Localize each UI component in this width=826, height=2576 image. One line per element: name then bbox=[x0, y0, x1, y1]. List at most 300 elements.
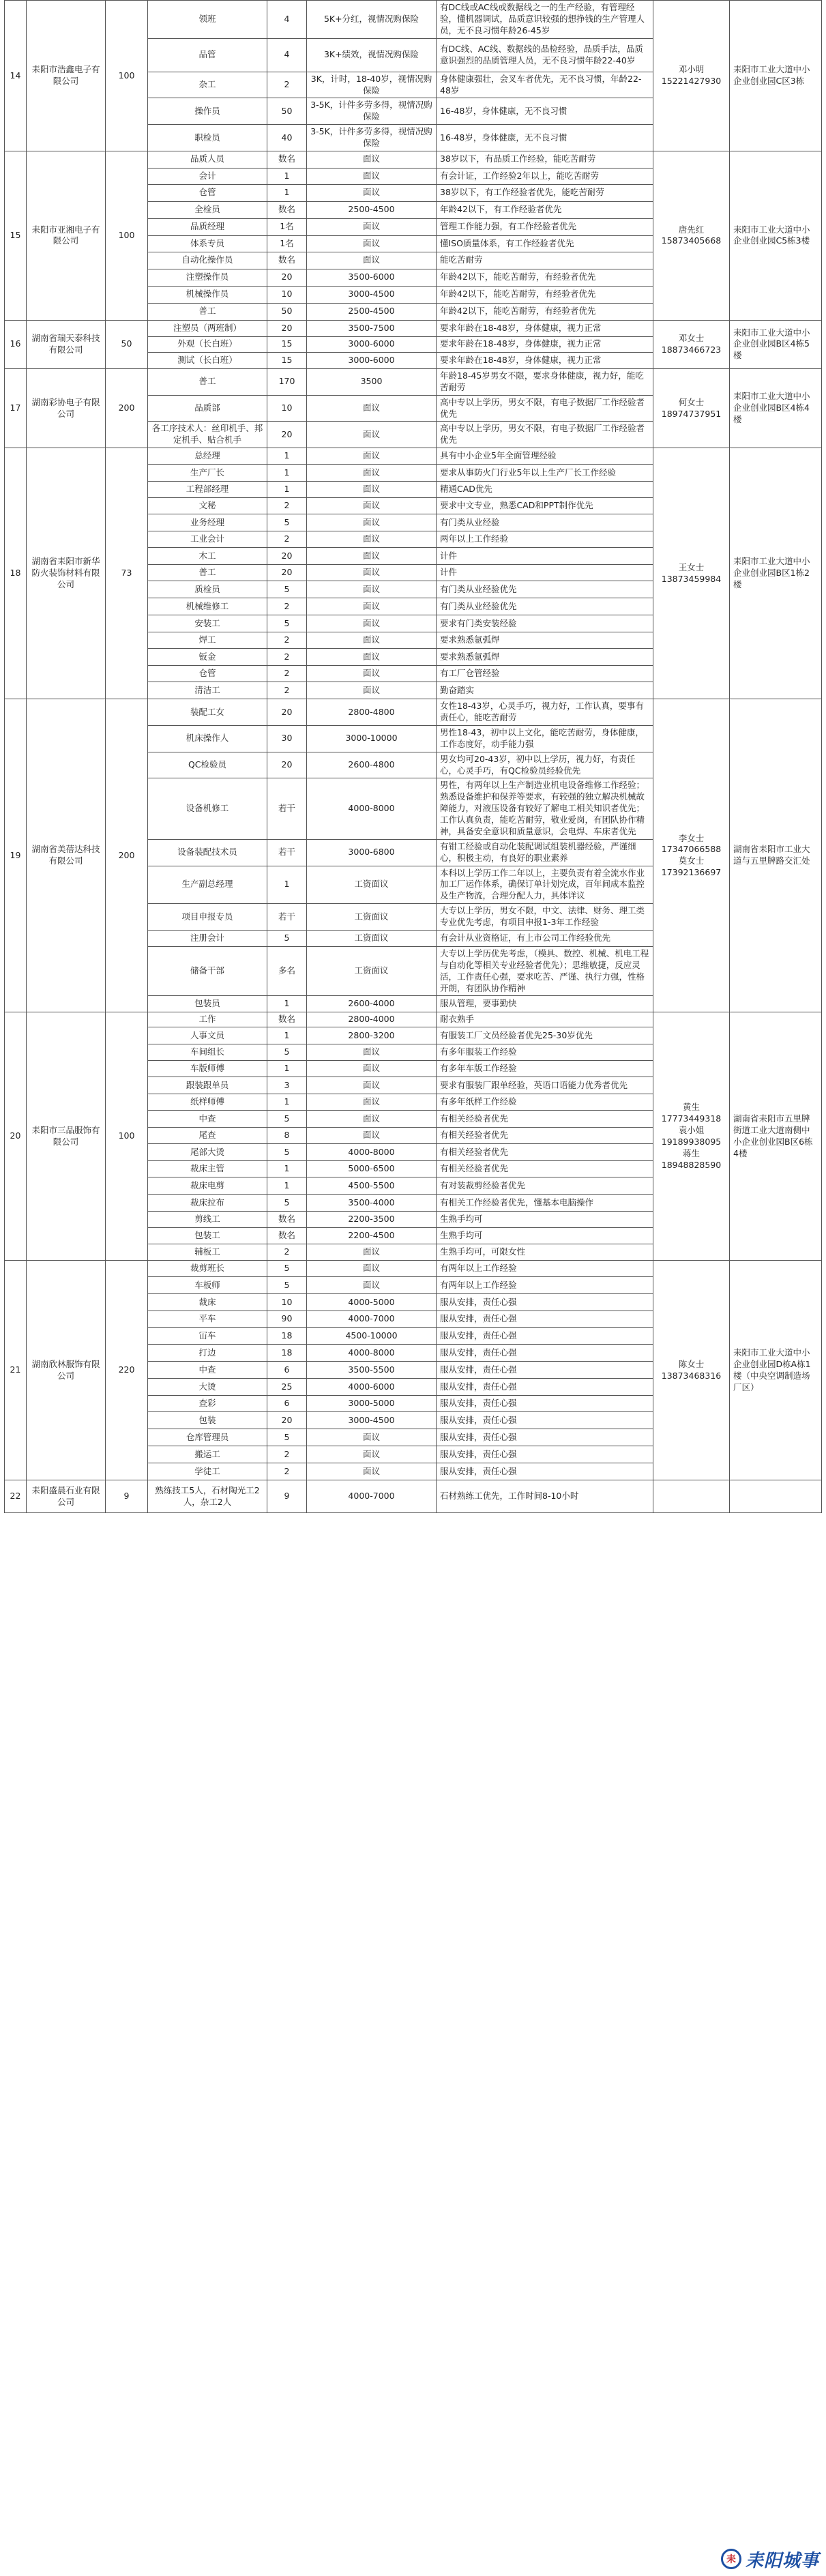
job-salary: 面议 bbox=[307, 581, 437, 598]
job-requirements: 有相关经验者优先 bbox=[437, 1161, 653, 1177]
job-requirements: 年龄42以下，能吃苦耐劳，有经验者优先 bbox=[437, 303, 653, 320]
job-requirements: 有会计证，工作经验2年以上，能吃苦耐劳 bbox=[437, 168, 653, 184]
job-requirements: 耐衣熟手 bbox=[437, 1012, 653, 1027]
job-headcount: 1名 bbox=[267, 235, 307, 252]
job-headcount: 5 bbox=[267, 1261, 307, 1277]
job-headcount: 4 bbox=[267, 38, 307, 72]
job-position: 机械操作员 bbox=[148, 286, 267, 303]
job-salary: 4000-8000 bbox=[307, 778, 437, 839]
job-requirements: 38岁以下，有品质工作经验，能吃苦耐劳 bbox=[437, 151, 653, 168]
job-position: 总经理 bbox=[148, 448, 267, 465]
company-name: 湖南省美蓓达科技有限公司 bbox=[27, 699, 106, 1012]
job-salary: 工资面议 bbox=[307, 930, 437, 946]
job-headcount: 2 bbox=[267, 682, 307, 699]
company-total-hires: 9 bbox=[106, 1480, 148, 1513]
job-salary: 面议 bbox=[307, 1044, 437, 1061]
job-position: 机械维修工 bbox=[148, 598, 267, 615]
job-requirements: 服从安排，责任心强 bbox=[437, 1396, 653, 1412]
company-total-hires: 100 bbox=[106, 1012, 148, 1261]
job-salary: 3000-4500 bbox=[307, 286, 437, 303]
job-headcount: 20 bbox=[267, 699, 307, 726]
job-headcount: 2 bbox=[267, 498, 307, 514]
job-salary: 3K，计时，18-40岁，视情况购保险 bbox=[307, 72, 437, 98]
job-salary: 3000-6000 bbox=[307, 336, 437, 352]
job-position: 普工 bbox=[148, 368, 267, 395]
job-requirements: 计件 bbox=[437, 565, 653, 581]
job-headcount: 6 bbox=[267, 1396, 307, 1412]
job-position: 品质部 bbox=[148, 395, 267, 422]
job-salary: 面议 bbox=[307, 1429, 437, 1446]
job-salary: 面议 bbox=[307, 151, 437, 168]
job-salary: 面议 bbox=[307, 1244, 437, 1261]
job-salary: 面议 bbox=[307, 531, 437, 548]
job-headcount: 20 bbox=[267, 565, 307, 581]
job-requirements: 生熟手均可，可限女性 bbox=[437, 1244, 653, 1261]
job-salary: 3000-4500 bbox=[307, 1412, 437, 1429]
job-salary: 面议 bbox=[307, 548, 437, 565]
job-headcount: 2 bbox=[267, 649, 307, 666]
job-position: 熟练技工5人，石材陶光工2人，杂工2人 bbox=[148, 1480, 267, 1513]
job-headcount: 1 bbox=[267, 1161, 307, 1177]
job-salary: 面议 bbox=[307, 498, 437, 514]
job-headcount: 若干 bbox=[267, 904, 307, 931]
job-headcount: 1 bbox=[267, 1094, 307, 1111]
job-headcount: 170 bbox=[267, 368, 307, 395]
job-position: 操作员 bbox=[148, 98, 267, 125]
company-contact: 唐先红 15873405668 bbox=[653, 151, 730, 320]
company-total-hires: 220 bbox=[106, 1261, 148, 1480]
job-headcount: 20 bbox=[267, 320, 307, 336]
job-requirements: 有会计从业资格证，有上市公司工作经验优先 bbox=[437, 930, 653, 946]
job-position: 剪线工 bbox=[148, 1212, 267, 1228]
job-headcount: 数名 bbox=[267, 151, 307, 168]
company-address: 耒阳市工业大道中小企业创业园C区3栋 bbox=[730, 1, 822, 151]
job-position: 平车 bbox=[148, 1311, 267, 1328]
job-requirements: 高中专以上学历，男女不限，有电子数据厂工作经验者优先 bbox=[437, 395, 653, 422]
job-requirements: 有门类从业经验 bbox=[437, 514, 653, 531]
job-requirements: 年龄42以下，能吃苦耐劳，有经验者优先 bbox=[437, 269, 653, 286]
job-position: 注册会计 bbox=[148, 930, 267, 946]
job-headcount: 25 bbox=[267, 1379, 307, 1396]
job-requirements: 男女均可20-43岁，初中以上学历，视力好，有责任心，心灵手巧，有QC检验员经验优先 bbox=[437, 752, 653, 778]
job-headcount: 20 bbox=[267, 548, 307, 565]
job-salary: 面议 bbox=[307, 649, 437, 666]
job-requirements: 有相关工作经验者优先，懂基本电脑操作 bbox=[437, 1195, 653, 1212]
job-requirements: 有两年以上工作经验 bbox=[437, 1261, 653, 1277]
job-headcount: 2 bbox=[267, 72, 307, 98]
job-requirements: 有DC线或AC线或数据线之一的生产经验，有管理经验，懂机器调试，品质意识较强的想挣钱的生产管理人员，无不良习惯年龄26-45岁 bbox=[437, 1, 653, 39]
company-address: 耒阳市工业大道中小企业创业园C5栋3楼 bbox=[730, 151, 822, 320]
job-position: 搬运工 bbox=[148, 1446, 267, 1463]
table-row bbox=[5, 1, 822, 39]
job-position: 辅板工 bbox=[148, 1244, 267, 1261]
job-position: 安装工 bbox=[148, 615, 267, 632]
company-total-hires: 100 bbox=[106, 151, 148, 320]
job-salary: 面议 bbox=[307, 1261, 437, 1277]
job-salary: 工资面议 bbox=[307, 904, 437, 931]
job-headcount: 30 bbox=[267, 725, 307, 752]
job-position: 裁床主管 bbox=[148, 1161, 267, 1177]
job-position: 普工 bbox=[148, 565, 267, 581]
job-headcount: 1名 bbox=[267, 218, 307, 235]
job-headcount: 5 bbox=[267, 930, 307, 946]
job-salary: 面议 bbox=[307, 465, 437, 482]
job-salary: 4500-5500 bbox=[307, 1177, 437, 1195]
job-requirements: 要求有门类安装经验 bbox=[437, 615, 653, 632]
company-number: 21 bbox=[5, 1261, 27, 1480]
job-position: 领班 bbox=[148, 1, 267, 39]
company-contact: 黄生 17773449318 袁小姐 19189938095 蒋生 18948828590 bbox=[653, 1012, 730, 1261]
job-headcount: 18 bbox=[267, 1328, 307, 1345]
job-salary: 3500-4000 bbox=[307, 1195, 437, 1212]
job-headcount: 5 bbox=[267, 1144, 307, 1161]
job-requirements: 服从管理，要事勤快 bbox=[437, 996, 653, 1012]
job-headcount: 15 bbox=[267, 336, 307, 352]
company-name: 耒阳市亚湘电子有限公司 bbox=[27, 151, 106, 320]
job-headcount: 8 bbox=[267, 1128, 307, 1144]
company-total-hires: 73 bbox=[106, 448, 148, 699]
job-position: 中查 bbox=[148, 1362, 267, 1379]
job-position: QC检验员 bbox=[148, 752, 267, 778]
job-headcount: 数名 bbox=[267, 1212, 307, 1228]
job-requirements: 女性18-43岁，心灵手巧，视力好，工作认真，要事有责任心，能吃苦耐劳 bbox=[437, 699, 653, 726]
job-position: 工程部经理 bbox=[148, 482, 267, 498]
job-salary: 2800-3200 bbox=[307, 1027, 437, 1044]
job-headcount: 40 bbox=[267, 125, 307, 151]
job-requirements: 要求年龄在18-48岁，身体健康，视力正常 bbox=[437, 336, 653, 352]
job-position: 储备干部 bbox=[148, 946, 267, 996]
job-requirements: 要求熟悉氩弧焊 bbox=[437, 632, 653, 649]
job-headcount: 10 bbox=[267, 1294, 307, 1311]
job-requirements: 有相关经验者优先 bbox=[437, 1128, 653, 1144]
job-headcount: 20 bbox=[267, 269, 307, 286]
job-salary: 5000-6500 bbox=[307, 1161, 437, 1177]
job-salary: 面议 bbox=[307, 1077, 437, 1094]
job-requirements: 有多年车版工作经验 bbox=[437, 1061, 653, 1077]
job-requirements: 有多年纸样工作经验 bbox=[437, 1094, 653, 1111]
job-position: 各工序技术人：丝印机手、邦定机手、贴合机手 bbox=[148, 422, 267, 448]
job-requirements: 服从安排，责任心强 bbox=[437, 1412, 653, 1429]
job-headcount: 1 bbox=[267, 1177, 307, 1195]
company-contact: 王女士 13873459984 bbox=[653, 448, 730, 699]
job-headcount: 5 bbox=[267, 1277, 307, 1294]
job-position: 测试（长白班） bbox=[148, 352, 267, 368]
job-salary: 3-5K，计件多劳多得，视情况购保险 bbox=[307, 98, 437, 125]
job-requirements: 年龄18-45岁男女不限，要求身体健康，视力好，能吃苦耐劳 bbox=[437, 368, 653, 395]
job-position: 包装 bbox=[148, 1412, 267, 1429]
company-number: 17 bbox=[5, 368, 27, 448]
company-address: 湖南省耒阳市五里牌街道工业大道南侧中小企业创业园B区6栋4楼 bbox=[730, 1012, 822, 1261]
job-headcount: 5 bbox=[267, 1429, 307, 1446]
company-name: 耒阳市三品服饰有限公司 bbox=[27, 1012, 106, 1261]
table-row bbox=[5, 1480, 822, 1513]
job-headcount: 5 bbox=[267, 1195, 307, 1212]
job-position: 职检员 bbox=[148, 125, 267, 151]
job-requirements: 有门类从业经验优先 bbox=[437, 598, 653, 615]
job-requirements: 能吃苦耐劳 bbox=[437, 252, 653, 269]
job-position: 尾部大烫 bbox=[148, 1144, 267, 1161]
job-position: 项目申报专员 bbox=[148, 904, 267, 931]
job-requirements: 服从安排，责任心强 bbox=[437, 1345, 653, 1362]
company-total-hires: 200 bbox=[106, 699, 148, 1012]
job-salary: 4500-10000 bbox=[307, 1328, 437, 1345]
company-number: 15 bbox=[5, 151, 27, 320]
job-requirements: 要求年龄在18-48岁，身体健康，视力正常 bbox=[437, 352, 653, 368]
job-salary: 面议 bbox=[307, 422, 437, 448]
job-requirements: 年龄42以下，能吃苦耐劳，有经验者优先 bbox=[437, 286, 653, 303]
job-headcount: 5 bbox=[267, 514, 307, 531]
job-salary: 面议 bbox=[307, 666, 437, 682]
job-salary: 面议 bbox=[307, 1446, 437, 1463]
job-headcount: 2 bbox=[267, 531, 307, 548]
job-position: 包装工 bbox=[148, 1228, 267, 1244]
job-headcount: 50 bbox=[267, 303, 307, 320]
company-contact: 何女士 18974737951 bbox=[653, 368, 730, 448]
job-requirements: 具有中小企业5年全面管理经验 bbox=[437, 448, 653, 465]
job-requirements: 有钳工经验或自动化装配调试组装机器经验，严谨细心，积极主动，有良好的职业素养 bbox=[437, 839, 653, 866]
job-salary: 面议 bbox=[307, 598, 437, 615]
job-headcount: 4 bbox=[267, 1, 307, 39]
job-position: 纸样师傅 bbox=[148, 1094, 267, 1111]
job-position: 人事文员 bbox=[148, 1027, 267, 1044]
job-headcount: 1 bbox=[267, 866, 307, 904]
job-salary: 面议 bbox=[307, 184, 437, 201]
job-salary: 4000-7000 bbox=[307, 1480, 437, 1513]
job-requirements: 要求中文专业，熟悉CAD和PPT制作优先 bbox=[437, 498, 653, 514]
job-headcount: 1 bbox=[267, 184, 307, 201]
job-salary: 4000-5000 bbox=[307, 1294, 437, 1311]
company-contact: 李女士 17347066588 莫女士 17392136697 bbox=[653, 699, 730, 1012]
job-salary: 面议 bbox=[307, 218, 437, 235]
company-total-hires: 100 bbox=[106, 1, 148, 151]
job-position: 裁床拉布 bbox=[148, 1195, 267, 1212]
job-salary: 面议 bbox=[307, 1061, 437, 1077]
job-requirements: 服从安排，责任心强 bbox=[437, 1311, 653, 1328]
job-position: 全检员 bbox=[148, 201, 267, 218]
job-requirements: 石材熟练工优先，工作时间8-10小时 bbox=[437, 1480, 653, 1513]
company-address: 耒阳市工业大道中小企业创业园B区4栋5楼 bbox=[730, 320, 822, 368]
company-number: 20 bbox=[5, 1012, 27, 1261]
job-requirements: 勤奋踏实 bbox=[437, 682, 653, 699]
company-name: 湖南省耒阳市新华防火装饰材料有限公司 bbox=[27, 448, 106, 699]
job-requirements: 有工厂仓管经验 bbox=[437, 666, 653, 682]
job-headcount: 90 bbox=[267, 1311, 307, 1328]
table-row bbox=[5, 151, 822, 168]
job-requirements: 有多年服装工作经验 bbox=[437, 1044, 653, 1061]
table-row bbox=[5, 699, 822, 726]
job-salary: 4000-6000 bbox=[307, 1379, 437, 1396]
job-salary: 3500 bbox=[307, 368, 437, 395]
job-salary: 3500-7500 bbox=[307, 320, 437, 336]
job-position: 冚车 bbox=[148, 1328, 267, 1345]
job-salary: 2600-4800 bbox=[307, 752, 437, 778]
job-headcount: 20 bbox=[267, 422, 307, 448]
job-position: 木工 bbox=[148, 548, 267, 565]
job-salary: 面议 bbox=[307, 682, 437, 699]
watermark bbox=[721, 2546, 819, 2572]
job-position: 文秘 bbox=[148, 498, 267, 514]
job-requirements: 高中专以上学历，男女不限，有电子数据厂工作经验者优先 bbox=[437, 422, 653, 448]
company-address: 湖南省耒阳市工业大道与五里牌路交汇处 bbox=[730, 699, 822, 1012]
company-number: 16 bbox=[5, 320, 27, 368]
company-total-hires: 50 bbox=[106, 320, 148, 368]
job-requirements: 要求从事防火门行业5年以上生产厂长工作经验 bbox=[437, 465, 653, 482]
job-headcount: 2 bbox=[267, 666, 307, 682]
job-headcount: 10 bbox=[267, 395, 307, 422]
job-requirements: 服从安排，责任心强 bbox=[437, 1379, 653, 1396]
job-position: 钣金 bbox=[148, 649, 267, 666]
company-name: 耒阳盛晨石业有限公司 bbox=[27, 1480, 106, 1513]
job-position: 仓管 bbox=[148, 666, 267, 682]
job-position: 清洁工 bbox=[148, 682, 267, 699]
job-headcount: 2 bbox=[267, 632, 307, 649]
company-contact bbox=[653, 1480, 730, 1513]
job-position: 车板师 bbox=[148, 1277, 267, 1294]
job-requirements: 服从安排，责任心强 bbox=[437, 1294, 653, 1311]
company-number: 18 bbox=[5, 448, 27, 699]
job-position: 注塑操作员 bbox=[148, 269, 267, 286]
job-headcount: 多名 bbox=[267, 946, 307, 996]
job-salary: 面议 bbox=[307, 514, 437, 531]
table-row bbox=[5, 320, 822, 336]
job-headcount: 2 bbox=[267, 1244, 307, 1261]
job-position: 品质人员 bbox=[148, 151, 267, 168]
job-salary: 面议 bbox=[307, 1463, 437, 1480]
job-headcount: 5 bbox=[267, 581, 307, 598]
job-headcount: 5 bbox=[267, 1044, 307, 1061]
job-headcount: 数名 bbox=[267, 201, 307, 218]
job-requirements: 16-48岁，身体健康，无不良习惯 bbox=[437, 125, 653, 151]
job-requirements: 要求熟悉氩弧焊 bbox=[437, 649, 653, 666]
job-position: 外观（长白班） bbox=[148, 336, 267, 352]
job-salary: 面议 bbox=[307, 632, 437, 649]
job-headcount: 18 bbox=[267, 1345, 307, 1362]
job-salary: 2600-4000 bbox=[307, 996, 437, 1012]
job-headcount: 20 bbox=[267, 752, 307, 778]
job-requirements: 有对装裁剪经验者优先 bbox=[437, 1177, 653, 1195]
job-headcount: 2 bbox=[267, 598, 307, 615]
company-name: 耒阳市浩鑫电子有限公司 bbox=[27, 1, 106, 151]
job-headcount: 1 bbox=[267, 168, 307, 184]
job-headcount: 若干 bbox=[267, 778, 307, 839]
job-headcount: 20 bbox=[267, 1412, 307, 1429]
job-position: 工业会计 bbox=[148, 531, 267, 548]
job-requirements: 服从安排，责任心强 bbox=[437, 1328, 653, 1345]
job-position: 焊工 bbox=[148, 632, 267, 649]
watermark-text: 耒阳城事 bbox=[745, 2550, 819, 2571]
job-requirements: 大专以上学历，男女不限，中文、法律、财务、理工类专业优先考虑，有项目申报1-3年工作经验 bbox=[437, 904, 653, 931]
job-headcount: 15 bbox=[267, 352, 307, 368]
job-position: 裁床电剪 bbox=[148, 1177, 267, 1195]
job-position: 体系专员 bbox=[148, 235, 267, 252]
job-salary: 2200-3500 bbox=[307, 1212, 437, 1228]
job-salary: 4000-7000 bbox=[307, 1311, 437, 1328]
job-requirements: 有两年以上工作经验 bbox=[437, 1277, 653, 1294]
job-headcount: 2 bbox=[267, 1446, 307, 1463]
job-position: 裁床 bbox=[148, 1294, 267, 1311]
job-headcount: 数名 bbox=[267, 252, 307, 269]
job-position: 学徒工 bbox=[148, 1463, 267, 1480]
job-headcount: 数名 bbox=[267, 1228, 307, 1244]
job-headcount: 1 bbox=[267, 1027, 307, 1044]
job-requirements: 要求有服装厂跟单经验，英语口语能力优秀者优先 bbox=[437, 1077, 653, 1094]
company-number: 19 bbox=[5, 699, 27, 1012]
company-number: 22 bbox=[5, 1480, 27, 1513]
job-requirements: 管理工作能力强，有工作经验者优先 bbox=[437, 218, 653, 235]
job-salary: 4000-8000 bbox=[307, 1144, 437, 1161]
job-salary: 工资面议 bbox=[307, 946, 437, 996]
job-headcount: 数名 bbox=[267, 1012, 307, 1027]
job-headcount: 10 bbox=[267, 286, 307, 303]
company-name: 湖南彩协电子有限公司 bbox=[27, 368, 106, 448]
company-address: 耒阳市工业大道中小企业创业园D栋A栋1楼（中央空调制造场厂区） bbox=[730, 1261, 822, 1480]
job-salary: 3000-6800 bbox=[307, 839, 437, 866]
company-number: 14 bbox=[5, 1, 27, 151]
job-position: 会计 bbox=[148, 168, 267, 184]
job-salary: 面议 bbox=[307, 565, 437, 581]
job-position: 普工 bbox=[148, 303, 267, 320]
job-position: 品管 bbox=[148, 38, 267, 72]
job-position: 质检员 bbox=[148, 581, 267, 598]
job-requirements: 精通CAD优先 bbox=[437, 482, 653, 498]
job-requirements: 两年以上工作经验 bbox=[437, 531, 653, 548]
job-requirements: 本科以上学历工作二年以上，主要负责有着全流水作业加工厂运作体系，确保订单计划完成，百年间成本监控及生产物流，合理分配人力，具体详议 bbox=[437, 866, 653, 904]
company-name: 湖南省瑞天泰科技有限公司 bbox=[27, 320, 106, 368]
job-position: 杂工 bbox=[148, 72, 267, 98]
job-requirements: 男性18-43，初中以上文化，能吃苦耐劳，身体健康，工作态度好，动手能力强 bbox=[437, 725, 653, 752]
job-salary: 面议 bbox=[307, 395, 437, 422]
job-salary: 3000-10000 bbox=[307, 725, 437, 752]
table-row bbox=[5, 448, 822, 465]
job-headcount: 5 bbox=[267, 1111, 307, 1128]
job-headcount: 1 bbox=[267, 482, 307, 498]
job-position: 查彩 bbox=[148, 1396, 267, 1412]
job-salary: 2200-4500 bbox=[307, 1228, 437, 1244]
job-position: 尾查 bbox=[148, 1128, 267, 1144]
job-requirements: 男性，有两年以上生产制造业机电设备维修工作经验；熟悉设备维护和保养等要求，有较强的独立解决机械故障能力，对液压设备有较好了解电工相关知识者优先；工作认真负责，能吃苦耐劳，敬业爱岗，有团队协作精神，具备安全意识和质量意识，会电焊、车床者优先 bbox=[437, 778, 653, 839]
company-address bbox=[730, 1480, 822, 1513]
job-position: 打边 bbox=[148, 1345, 267, 1362]
job-position: 业务经理 bbox=[148, 514, 267, 531]
company-address: 耒阳市工业大道中小企业创业园B区4栋4楼 bbox=[730, 368, 822, 448]
job-requirements: 生熟手均可 bbox=[437, 1212, 653, 1228]
job-requirements: 年龄42以下，有工作经验者优先 bbox=[437, 201, 653, 218]
job-salary: 3500-6000 bbox=[307, 269, 437, 286]
job-salary: 4000-8000 bbox=[307, 1345, 437, 1362]
job-salary: 面议 bbox=[307, 252, 437, 269]
job-requirements: 懂ISO质量体系，有工作经验者优先 bbox=[437, 235, 653, 252]
job-salary: 3000-6000 bbox=[307, 352, 437, 368]
job-requirements: 要求年龄在18-48岁，身体健康，视力正常 bbox=[437, 320, 653, 336]
job-requirements: 有DC线、AC线、数据线的品检经验，品质手法，品质意识强烈的品质管理人员，无不良习惯年龄22-40岁 bbox=[437, 38, 653, 72]
job-headcount: 1 bbox=[267, 465, 307, 482]
job-salary: 面议 bbox=[307, 482, 437, 498]
job-position: 装配工女 bbox=[148, 699, 267, 726]
job-requirements: 生熟手均可 bbox=[437, 1228, 653, 1244]
job-position: 中查 bbox=[148, 1111, 267, 1128]
job-headcount: 1 bbox=[267, 448, 307, 465]
job-salary: 面议 bbox=[307, 1094, 437, 1111]
job-position: 车间组长 bbox=[148, 1044, 267, 1061]
job-salary: 2500-4500 bbox=[307, 303, 437, 320]
job-salary: 3K+绩效，视情况购保险 bbox=[307, 38, 437, 72]
job-requirements: 服从安排，责任心强 bbox=[437, 1446, 653, 1463]
company-contact: 邓小明 15221427930 bbox=[653, 1, 730, 151]
job-salary: 3500-5500 bbox=[307, 1362, 437, 1379]
job-salary: 5K+分红，视情况购保险 bbox=[307, 1, 437, 39]
job-salary: 面议 bbox=[307, 1277, 437, 1294]
table-row bbox=[5, 1012, 822, 1027]
